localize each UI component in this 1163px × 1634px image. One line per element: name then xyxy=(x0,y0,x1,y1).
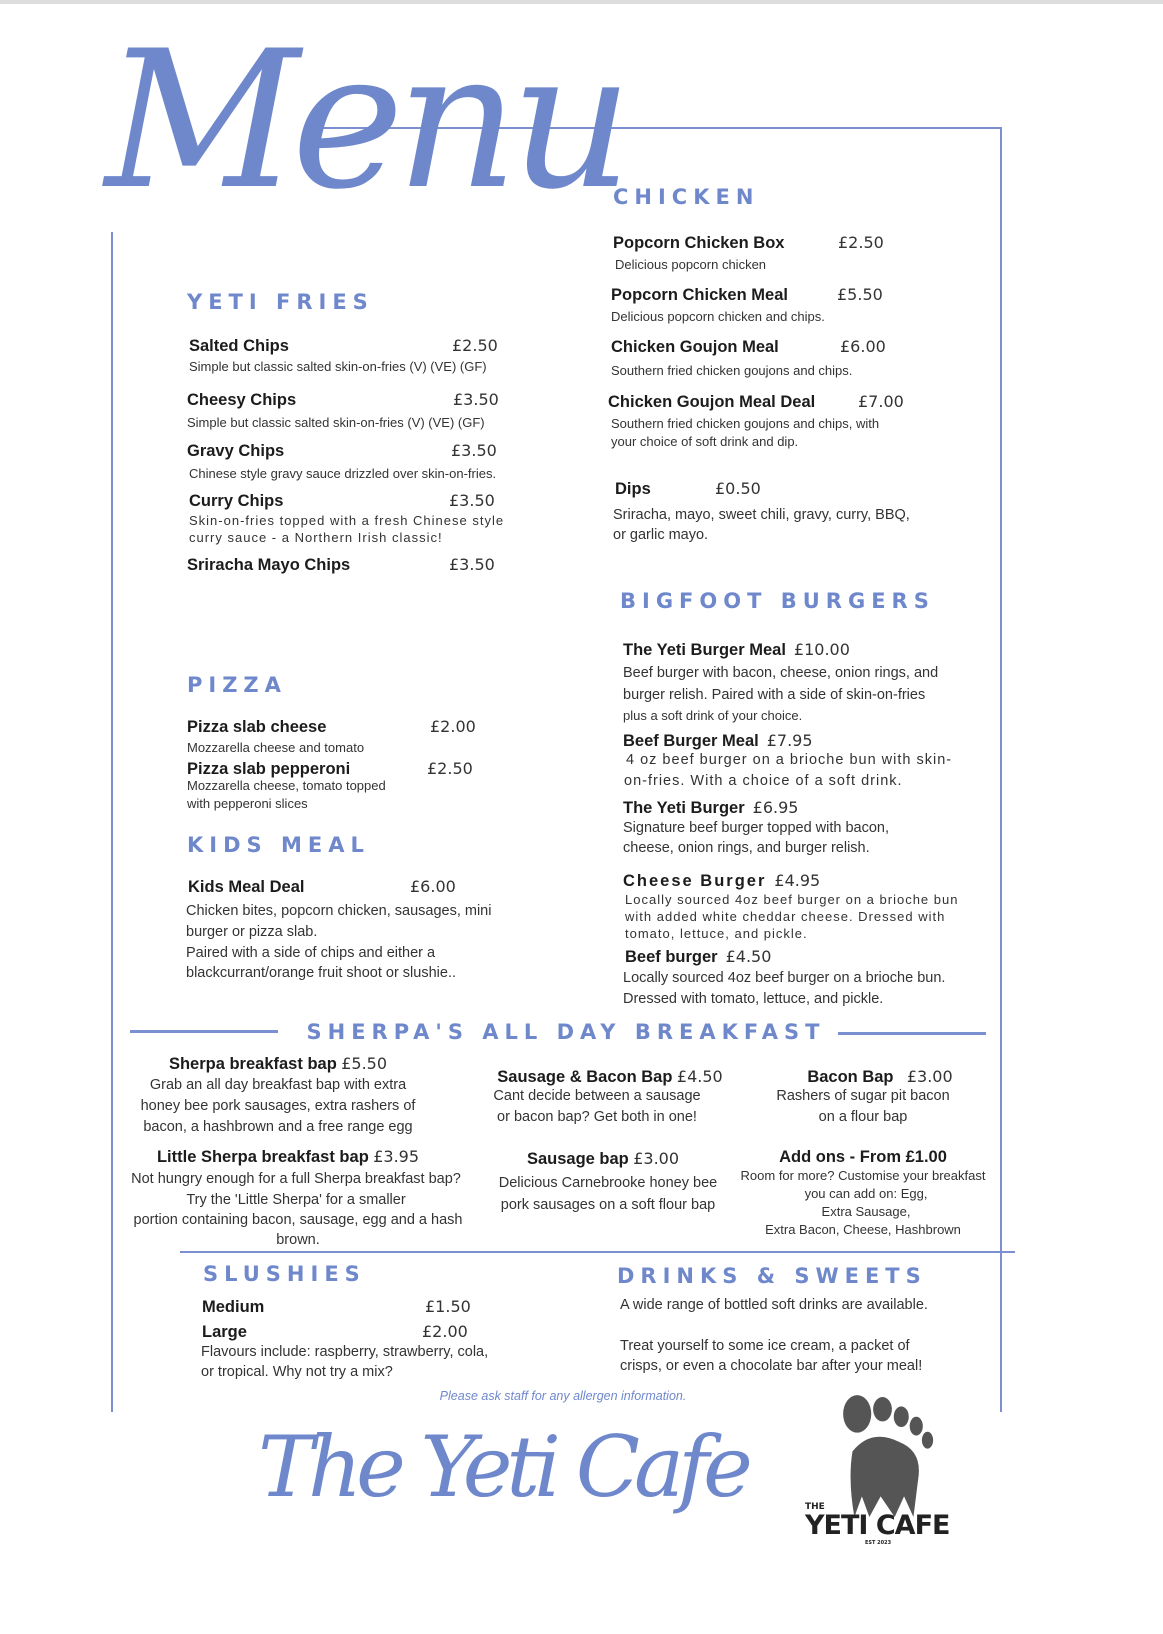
item-desc: brown. xyxy=(276,1232,320,1248)
logo-text: THE YETI CAFE EST 2023 xyxy=(805,1502,950,1546)
item-desc: blackcurrant/orange fruit shoot or slushie.. xyxy=(186,965,456,981)
item-price: £4.50 xyxy=(725,947,772,966)
item-name: Gravy Chips xyxy=(187,442,285,460)
item-desc: Room for more? Customise your breakfast xyxy=(740,1168,986,1183)
frame-left-line xyxy=(111,232,113,1412)
menu-item-row xyxy=(625,947,771,967)
item-price: £3.95 xyxy=(373,1147,420,1166)
menu-title: Menu xyxy=(105,10,625,231)
item-price: £2.50 xyxy=(838,233,884,252)
item-desc: tomato, lettuce, and pickle. xyxy=(625,926,808,941)
item-desc: portion containing bacon, sausage, egg and a hash xyxy=(133,1212,463,1228)
item-desc: crisps, or even a chocolate bar after your meal! xyxy=(620,1358,923,1374)
item-desc: Paired with a side of chips and either a xyxy=(186,945,436,961)
menu-item-row xyxy=(202,1297,471,1317)
item-name: Medium xyxy=(202,1298,265,1316)
item-desc: cheese, onion rings, and burger relish. xyxy=(623,840,870,856)
breakfast-item xyxy=(527,1149,679,1169)
item-desc: Sriracha, mayo, sweet chili, gravy, curry, BBQ, xyxy=(613,507,910,523)
item-desc: on-fries. With a choice of a soft drink. xyxy=(624,773,903,789)
item-desc: Cant decide between a sausage xyxy=(493,1088,701,1104)
section-heading-pizza: PIZZA xyxy=(187,673,287,697)
item-desc: Rashers of sugar pit bacon xyxy=(776,1088,950,1104)
item-desc: plus a soft drink of your choice. xyxy=(623,708,803,723)
item-name: Chicken Goujon Meal xyxy=(611,338,779,356)
menu-item-row xyxy=(623,871,820,891)
item-desc: Not hungry enough for a full Sherpa breakfast bap? xyxy=(131,1171,461,1187)
item-price: £1.50 xyxy=(425,1297,471,1316)
item-name: Sausage & Bacon Bap xyxy=(497,1068,673,1086)
menu-item-row xyxy=(187,390,499,410)
section-heading-yeti-fries: YETI FRIES xyxy=(187,290,374,314)
item-price: £3.00 xyxy=(906,1067,953,1086)
item-desc: bacon, a hashbrown and a free range egg xyxy=(143,1119,413,1135)
allergen-note: Please ask staff for any allergen information. xyxy=(439,1389,687,1403)
item-name: Kids Meal Deal xyxy=(188,878,305,896)
item-name: Beef Burger Meal xyxy=(623,732,759,750)
item-desc: Delicious popcorn chicken and chips. xyxy=(611,309,825,324)
item-desc: Flavours include: raspberry, strawberry, cola, xyxy=(201,1344,489,1360)
item-desc: honey bee pork sausages, extra rashers of xyxy=(140,1098,416,1114)
menu-item-row xyxy=(187,441,497,461)
item-price: £2.00 xyxy=(422,1322,468,1341)
item-name: Cheesy Chips xyxy=(187,391,297,409)
item-desc: Try the 'Little Sherpa' for a smaller xyxy=(186,1192,406,1208)
menu-item-row xyxy=(623,640,850,660)
item-name: Salted Chips xyxy=(189,337,289,355)
item-desc: Chinese style gravy sauce drizzled over skin-on-fries. xyxy=(189,466,497,481)
item-desc: curry sauce - a Northern Irish classic! xyxy=(189,530,443,545)
item-price: £5.50 xyxy=(341,1054,388,1073)
menu-item-row xyxy=(202,1322,468,1342)
item-price: £6.00 xyxy=(410,877,456,896)
item-name: Pizza slab cheese xyxy=(187,718,327,736)
section-heading-chicken: CHICKEN xyxy=(613,185,760,209)
item-desc: Simple but classic salted skin-on-fries (V) (VE) (GF) xyxy=(189,359,487,374)
item-name: Large xyxy=(202,1323,247,1341)
item-name: Chicken Goujon Meal Deal xyxy=(608,393,816,411)
item-desc: Simple but classic salted skin-on-fries (V) (VE) (GF) xyxy=(187,415,485,430)
item-name: The Yeti Burger xyxy=(623,799,745,817)
page-edge xyxy=(0,0,1163,4)
item-desc: Southern fried chicken goujons and chips. xyxy=(611,363,853,378)
item-desc: Mozzarella cheese and tomato xyxy=(187,740,365,755)
item-price: £3.50 xyxy=(449,555,495,574)
item-desc: or tropical. Why not try a mix? xyxy=(201,1364,393,1380)
item-desc: Extra Bacon, Cheese, Hashbrown xyxy=(765,1222,961,1237)
item-desc: burger or pizza slab. xyxy=(186,924,318,940)
breakfast-divider-right xyxy=(838,1032,986,1035)
item-desc: Beef burger with bacon, cheese, onion rings, and xyxy=(623,665,939,681)
item-desc: A wide range of bottled soft drinks are available. xyxy=(620,1297,928,1313)
item-desc: 4 oz beef burger on a brioche bun with skin- xyxy=(626,752,953,768)
menu-item-row xyxy=(611,337,886,357)
section-heading-burgers: BIGFOOT BURGERS xyxy=(620,589,935,613)
menu-item-row xyxy=(187,555,495,575)
item-price: £2.50 xyxy=(427,759,473,778)
item-name: Little Sherpa breakfast bap xyxy=(156,1148,369,1166)
item-desc: Grab an all day breakfast bap with extra xyxy=(149,1077,407,1093)
item-desc: you can add on: Egg, xyxy=(804,1186,928,1201)
breakfast-item xyxy=(497,1067,722,1087)
item-desc: Delicious popcorn chicken xyxy=(615,257,767,272)
item-name: Popcorn Chicken Meal xyxy=(611,286,788,304)
menu-item-row xyxy=(189,336,498,356)
item-price: £3.50 xyxy=(451,441,497,460)
footer-title: The Yeti Cafe xyxy=(258,1418,747,1516)
item-desc: your choice of soft drink and dip. xyxy=(611,434,799,449)
breakfast-bottom-divider xyxy=(180,1251,1015,1253)
item-price: £4.95 xyxy=(774,871,821,890)
item-desc: Delicious Carnebrooke honey bee xyxy=(498,1175,718,1191)
item-desc: or bacon bap? Get both in one! xyxy=(497,1109,697,1125)
item-name: Cheese Burger xyxy=(623,872,767,890)
item-desc: burger relish. Paired with a side of skin-on-fries xyxy=(623,687,926,703)
breakfast-divider-left xyxy=(130,1030,278,1033)
item-price: £7.95 xyxy=(766,731,813,750)
item-desc: Treat yourself to some ice cream, a packet of xyxy=(620,1338,910,1354)
item-desc: Southern fried chicken goujons and chips, with xyxy=(611,416,880,431)
item-name: Add ons - From £1.00 xyxy=(779,1148,947,1166)
section-heading-breakfast: SHERPA'S ALL DAY BREAKFAST xyxy=(306,1020,826,1044)
menu-item-row xyxy=(613,233,884,253)
item-name: Sherpa breakfast bap xyxy=(168,1055,337,1073)
item-desc: pork sausages on a soft flour bap xyxy=(500,1197,716,1213)
item-price: £5.50 xyxy=(837,285,883,304)
item-name: Sriracha Mayo Chips xyxy=(187,556,351,574)
menu-item-row xyxy=(189,491,495,511)
item-price: £6.95 xyxy=(752,798,799,817)
item-name: Sausage bap xyxy=(526,1150,629,1168)
menu-item-row xyxy=(623,798,798,818)
item-desc: on a flour bap xyxy=(818,1109,908,1125)
item-price: £7.00 xyxy=(858,392,904,411)
item-desc: Chicken bites, popcorn chicken, sausages, mini xyxy=(186,903,492,919)
item-price: £3.50 xyxy=(453,390,499,409)
item-price: £4.50 xyxy=(676,1067,723,1086)
item-price: £3.50 xyxy=(449,491,495,510)
breakfast-item xyxy=(807,1067,952,1087)
item-desc: with added white cheddar cheese. Dressed with xyxy=(625,909,946,924)
item-price: £6.00 xyxy=(840,337,886,356)
menu-item-row xyxy=(187,717,476,737)
menu-item-row xyxy=(188,877,456,897)
item-price: £3.00 xyxy=(633,1149,680,1168)
item-desc: or garlic mayo. xyxy=(613,527,709,543)
item-name: Pizza slab pepperoni xyxy=(187,760,351,778)
item-desc: with pepperoni slices xyxy=(187,796,308,811)
frame-right-line xyxy=(1000,127,1002,1412)
item-desc: Dressed with tomato, lettuce, and pickle. xyxy=(623,991,884,1007)
item-desc: Signature beef burger topped with bacon, xyxy=(623,820,890,836)
item-name: Beef burger xyxy=(625,948,718,966)
item-desc: Locally sourced 4oz beef burger on a brioche bun xyxy=(625,892,959,907)
item-desc: Extra Sausage, xyxy=(821,1204,911,1219)
menu-item-row xyxy=(623,731,813,751)
section-heading-drinks: DRINKS & SWEETS xyxy=(617,1264,927,1288)
breakfast-item xyxy=(169,1054,387,1074)
item-name: Curry Chips xyxy=(189,492,284,510)
yeti-cafe-logo xyxy=(805,1380,965,1565)
item-price: £0.50 xyxy=(715,479,761,498)
item-name: Bacon Bap xyxy=(807,1068,894,1086)
item-name: Popcorn Chicken Box xyxy=(613,234,785,252)
item-name: Dips xyxy=(615,480,651,498)
item-desc: Locally sourced 4oz beef burger on a brioche bun. xyxy=(623,970,946,986)
item-price: £10.00 xyxy=(793,640,850,659)
section-heading-slushies: SLUSHIES xyxy=(203,1262,366,1286)
menu-item-row xyxy=(611,285,883,305)
item-desc: Mozzarella cheese, tomato topped xyxy=(187,778,386,793)
item-price: £2.00 xyxy=(430,717,476,736)
item-price: £2.50 xyxy=(452,336,498,355)
item-name: The Yeti Burger Meal xyxy=(623,641,786,659)
menu-item-row xyxy=(608,392,904,412)
section-heading-kids: KIDS MEAL xyxy=(187,833,370,857)
breakfast-item xyxy=(157,1147,419,1167)
item-desc: Skin-on-fries topped with a fresh Chinese style xyxy=(189,513,505,528)
menu-item-row xyxy=(615,479,761,499)
